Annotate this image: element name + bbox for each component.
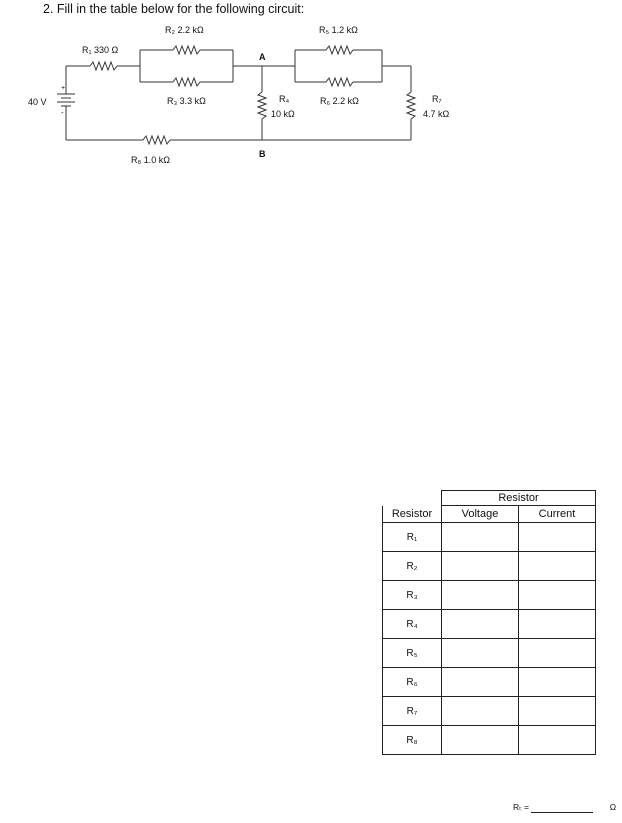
row-label: R₁ [383,523,442,552]
voltage-cell[interactable] [442,726,519,755]
col-resistor-header: Resistor [383,506,442,523]
current-cell[interactable] [519,639,596,668]
current-cell[interactable] [519,697,596,726]
total-resistance-blank[interactable] [531,803,593,813]
row-label: R₄ [383,610,442,639]
resistor-group-header: Resistor [442,491,596,506]
table-row [383,668,596,697]
voltage-cell[interactable] [442,639,519,668]
row-label: R₇ [383,697,442,726]
current-cell[interactable] [519,523,596,552]
r2-label: R₂ 2.2 kΩ [165,25,204,35]
minus-sign: - [61,108,64,117]
voltage-cell[interactable] [442,581,519,610]
row-label: R₆ [383,668,442,697]
table-row [383,639,596,668]
col-voltage-header: Voltage [442,506,519,523]
resistor-r1 [90,62,117,70]
table-row [383,697,596,726]
current-cell[interactable] [519,610,596,639]
circuit-diagram [0,0,622,180]
table-row [383,726,596,755]
r8-label: R₈ 1.0 kΩ [131,155,170,165]
r7-name: R₇ [432,94,442,104]
r1-label: R₁ 330 Ω [82,45,119,55]
total-resistance-line [513,802,616,813]
voltage-cell[interactable] [442,697,519,726]
plus-sign: + [61,85,66,92]
resistor-r6 [326,78,353,86]
resistor-table [382,490,596,755]
r3-label: R₃ 3.3 kΩ [167,96,206,106]
resistor-r3 [173,78,200,86]
r7-value: 4.7 kΩ [423,109,450,119]
total-resistance-unit: Ω [609,802,617,812]
resistor-r8 [143,136,170,144]
row-label: R₂ [383,552,442,581]
voltage-cell[interactable] [442,552,519,581]
current-cell[interactable] [519,581,596,610]
table-row [383,552,596,581]
table-row [383,610,596,639]
resistor-r7 [407,92,415,119]
question-text: 2. Fill in the table below for the following circuit: [43,2,305,16]
r4-name: R₄ [279,94,290,104]
source-label: 40 V [28,97,47,107]
current-cell[interactable] [519,726,596,755]
resistor-r2 [173,46,200,54]
current-cell[interactable] [519,668,596,697]
table-row [383,581,596,610]
voltage-cell[interactable] [442,668,519,697]
col-current-header: Current [519,506,596,523]
r5-label: R₅ 1.2 kΩ [319,25,358,35]
battery-symbol [57,66,75,140]
row-label: R₃ [383,581,442,610]
voltage-cell[interactable] [442,610,519,639]
voltage-cell[interactable] [442,523,519,552]
r6-label: R₆ 2.2 kΩ [320,96,359,106]
r4-value: 10 kΩ [271,109,295,119]
row-label: R₈ [383,726,442,755]
resistor-r4 [258,92,266,119]
node-b-label: B [259,149,266,159]
node-a-label: A [259,52,266,62]
resistor-r5 [326,46,353,54]
row-label: R₅ [383,639,442,668]
current-cell[interactable] [519,552,596,581]
total-resistance-label: Rₜ = [513,802,529,812]
table-row [383,523,596,552]
